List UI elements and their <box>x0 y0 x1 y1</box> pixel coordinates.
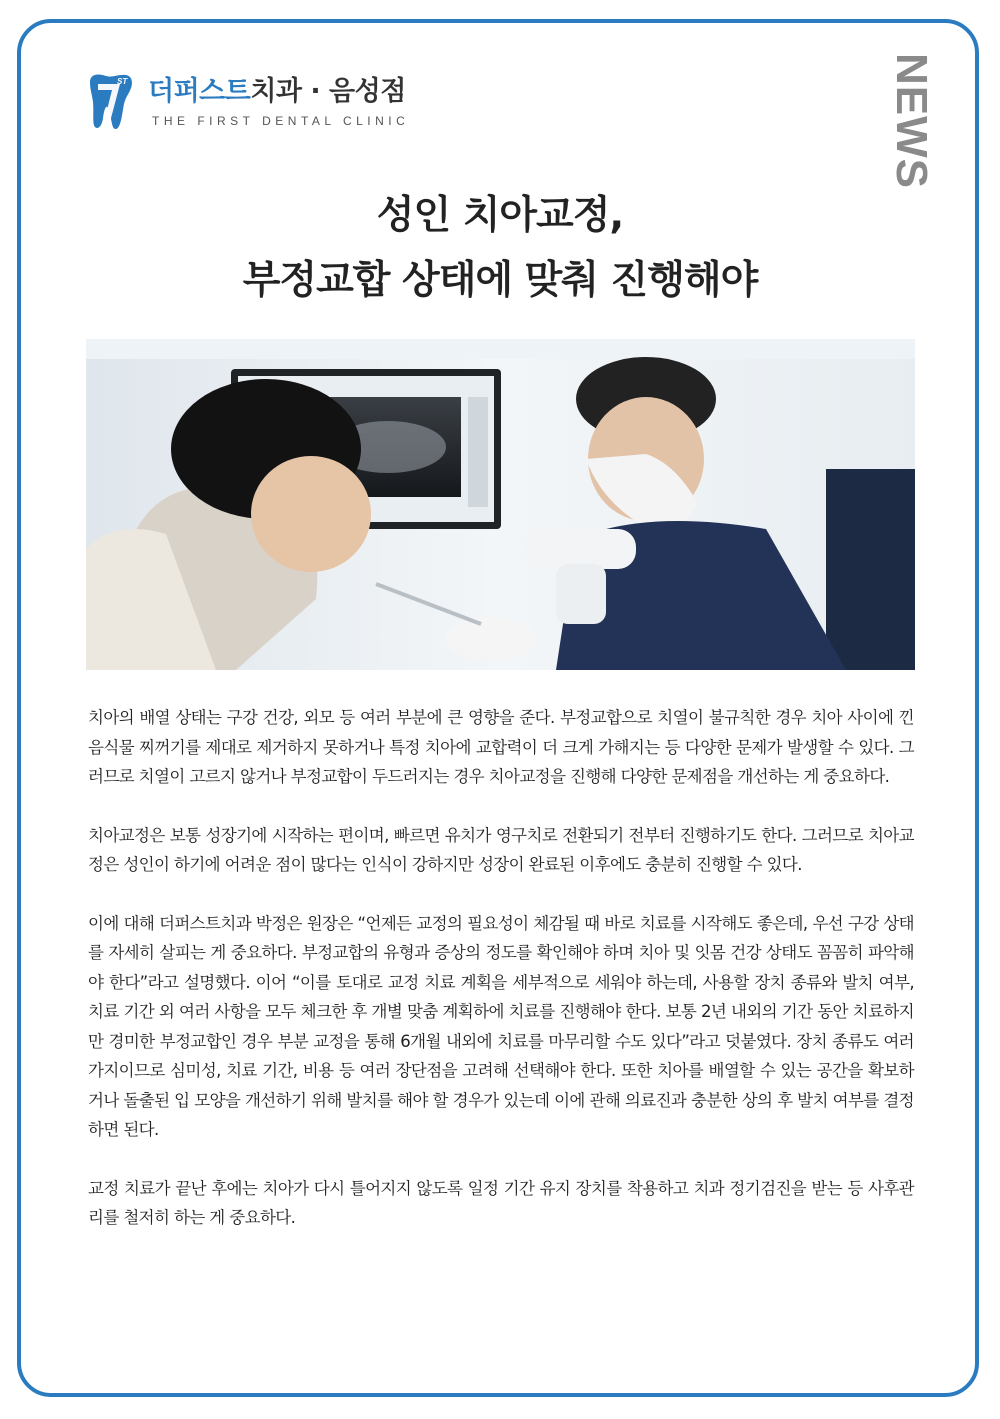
headline-line-1: 성인 치아교정, <box>376 193 624 238</box>
article-photo <box>86 339 915 670</box>
headline-line-2: 부정교합 상태에 맞춰 진행해야 <box>242 258 758 303</box>
dental-consultation-photo <box>86 339 915 670</box>
paragraph: 이에 대해 더퍼스트치과 박정은 원장은 “언제든 교정의 필요성이 체감될 때 바로 치료를 시작해도 좋은데, 우선 구강 상태를 자세히 살피는 게 중요하다. 부정교합의 유형과 증상의 정도를 확인해야 하며 치아 및 잇몸 건강 상태도 꼼꼼히 파악해야 한다”라고 설명했다. 이어 “이를 토대로 교정 치료 계획을 세부적으로 세워야 하는데, 사용할 장치 종류와 발치 여부, 치료 기간 외 여러 사항을 모두 체크한 후 개별 맞춤 계획하에 치료를 진행해야 한다. 보통 2년 내외의 기간 동안 치료하지만 경미한 부정교합인 경우 부분 교정을 통해 6개월 내외에 치료를 마무리할 수도 있다”라고 덧붙였다. 장치 종류도 여러 가지이므로 심미성, 치료 기간, 비용 등 여러 장단점을 고려해 선택해야 한다. 또한 치아를 배열할 수 있는 공간을 확보하거나 돌출된 입 모양을 개선하기 위해 발치를 해야 할 경우가 있는데 이에 관해 의료진과 충분한 상의 후 발치 여부를 결정하면 된다. <box>88 913 914 1139</box>
paragraph: 교정 치료가 끝난 후에는 치아가 다시 틀어지지 않도록 일정 기간 유지 장치를 착용하고 치과 정기검진을 받는 등 사후관리를 철저히 하는 게 중요하다. <box>88 1178 914 1227</box>
clinic-logo[interactable] <box>86 72 446 132</box>
article-body <box>88 703 914 1262</box>
paragraph: 치아의 배열 상태는 구강 건강, 외모 등 여러 부분에 큰 영향을 준다. 부정교합으로 치열이 불규칙한 경우 치아 사이에 낀 음식물 찌꺼기를 제대로 제거하지 못하거나 특정 치아에 교합력이 더 크게 가해지는 등 다양한 문제가 발생할 수 있다. 그러므로 치열이 고르지 않거나 부정교합이 두드러지는 경우 치아교정을 진행해 다양한 문제점을 개선하는 게 중요하다. <box>88 708 914 786</box>
svg-text:ST: ST <box>117 77 128 86</box>
tooth-logo-icon <box>86 72 134 132</box>
news-label: NEWS <box>887 53 936 189</box>
clinic-subtitle: THE FIRST DENTAL CLINIC <box>152 114 410 128</box>
clinic-name <box>148 76 406 108</box>
paragraph: 치아교정은 보통 성장기에 시작하는 편이며, 빠르면 유치가 영구치로 전환되기 전부터 진행하기도 한다. 그러므로 치아교정은 성인이 하기에 어려운 점이 많다는 인식이 강하지만 성장이 완료된 이후에도 충분히 진행할 수 있다. <box>88 825 914 874</box>
clinic-name-branch: 치과 · 음성점 <box>250 76 406 107</box>
clinic-name-brand: 더퍼스트 <box>148 76 251 107</box>
